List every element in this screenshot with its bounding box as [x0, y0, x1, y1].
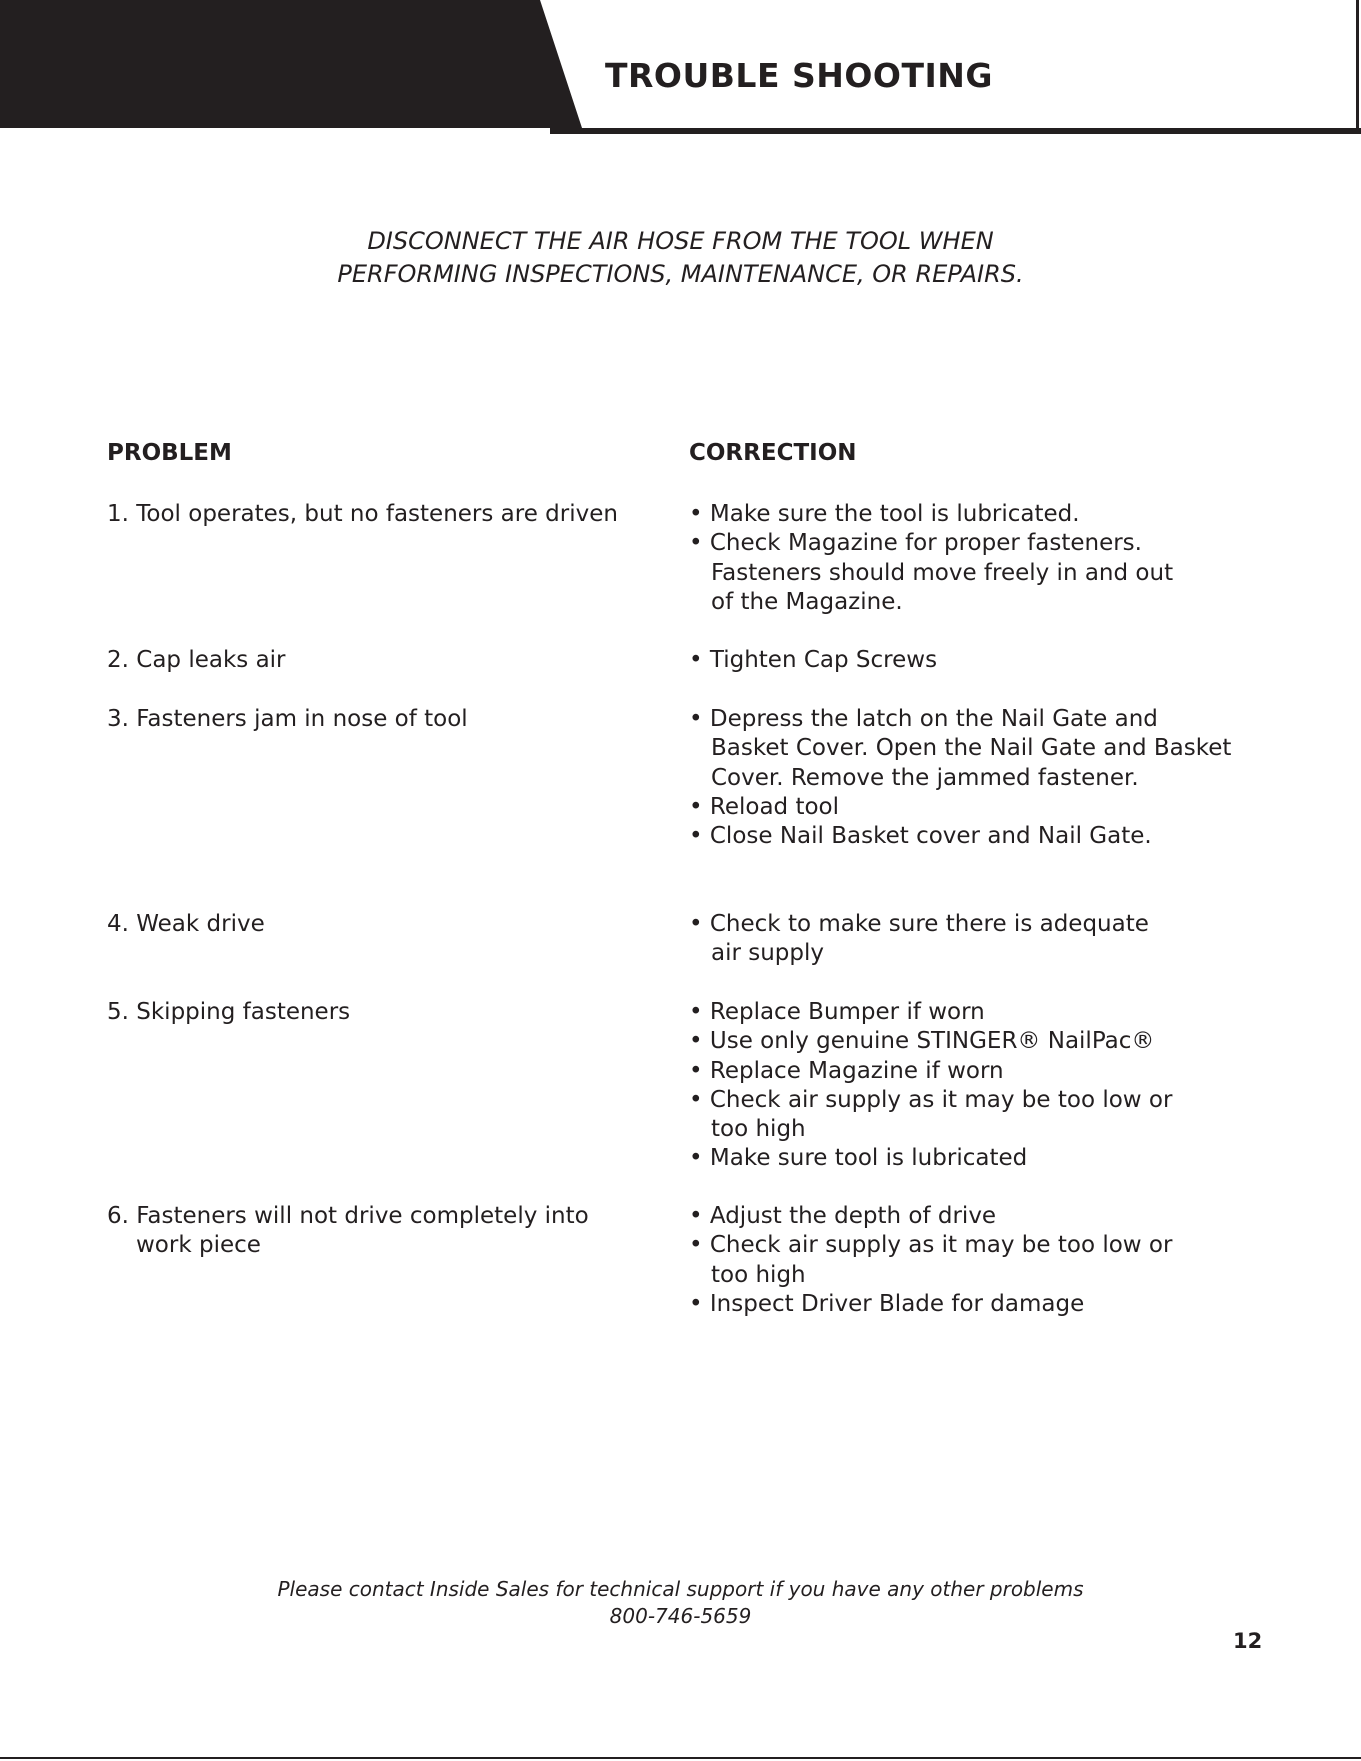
safety-warning: [0, 225, 1361, 291]
bottom-divider: [0, 1757, 1361, 1759]
correction-item: • Reload tool: [689, 793, 839, 820]
problem-text: [107, 646, 647, 675]
correction-list: [689, 1202, 1269, 1319]
problem-line: 5. Skipping fasteners: [107, 999, 351, 1025]
page-title: TROUBLE SHOOTING: [605, 56, 993, 95]
correction-item-continued: air supply: [711, 940, 825, 967]
correction-item: • Depress the latch on the Nail Gate and: [689, 706, 1158, 732]
problem-text: [107, 998, 647, 1027]
support-phone: 800-746-5659: [609, 1604, 752, 1628]
correction-item-continued: Basket Cover. Open the Nail Gate and Basket: [711, 735, 1232, 762]
problem-line-continued: work piece: [136, 1232, 261, 1259]
correction-list: [689, 998, 1269, 1174]
correction-list: [689, 705, 1269, 851]
correction-item-continued: Cover. Remove the jammed fastener.: [711, 764, 1139, 791]
correction-item: • Adjust the depth of drive: [689, 1203, 997, 1229]
correction-list: [689, 500, 1269, 617]
correction-item: • Close Nail Basket cover and Nail Gate.: [689, 823, 1152, 850]
correction-item: • Inspect Driver Blade for damage: [689, 1290, 1085, 1317]
correction-item: • Make sure tool is lubricated: [689, 1145, 1028, 1172]
problem-line: 6. Fasteners will not drive completely into: [107, 1203, 589, 1229]
correction-item-continued: Fasteners should move freely in and out: [711, 559, 1174, 586]
correction-item: • Replace Magazine if worn: [689, 1057, 1004, 1084]
problem-line: 1. Tool operates, but no fasteners are driven: [107, 501, 618, 527]
problem-line: 2. Cap leaks air: [107, 647, 286, 673]
correction-item: • Check air supply as it may be too low or: [689, 1232, 1173, 1259]
correction-list: [689, 646, 1269, 675]
problem-line: 3. Fasteners jam in nose of tool: [107, 706, 468, 732]
correction-list: [689, 910, 1269, 969]
correction-item-continued: too high: [711, 1261, 806, 1288]
correction-item: • Replace Bumper if worn: [689, 999, 985, 1025]
problem-text: [107, 910, 647, 939]
correction-item: • Check air supply as it may be too low or: [689, 1086, 1173, 1113]
page-header: [0, 0, 1361, 134]
problem-text: [107, 1202, 647, 1261]
page-number: 12: [1233, 1629, 1263, 1653]
correction-item: • Make sure the tool is lubricated.: [689, 501, 1080, 527]
problem-text: [107, 500, 647, 529]
correction-item: • Use only genuine STINGER® NailPac®: [689, 1028, 1155, 1055]
warning-line-1: DISCONNECT THE AIR HOSE FROM THE TOOL WHEN: [367, 227, 994, 255]
support-text: Please contact Inside Sales for technical support if you have any other problems: [277, 1577, 1084, 1601]
warning-line-2: PERFORMING INSPECTIONS, MAINTENANCE, OR REPAIRS.: [337, 260, 1024, 288]
correction-column-header: CORRECTION: [689, 440, 857, 466]
support-footer: [0, 1576, 1361, 1630]
problem-line: 4. Weak drive: [107, 911, 265, 937]
correction-item: • Check Magazine for proper fasteners.: [689, 530, 1142, 557]
correction-item: • Tighten Cap Screws: [689, 647, 938, 673]
correction-item-continued: of the Magazine.: [711, 588, 903, 615]
problem-text: [107, 705, 647, 734]
problem-column-header: PROBLEM: [107, 440, 232, 466]
correction-item: • Check to make sure there is adequate: [689, 911, 1149, 937]
correction-item-continued: too high: [711, 1116, 806, 1143]
